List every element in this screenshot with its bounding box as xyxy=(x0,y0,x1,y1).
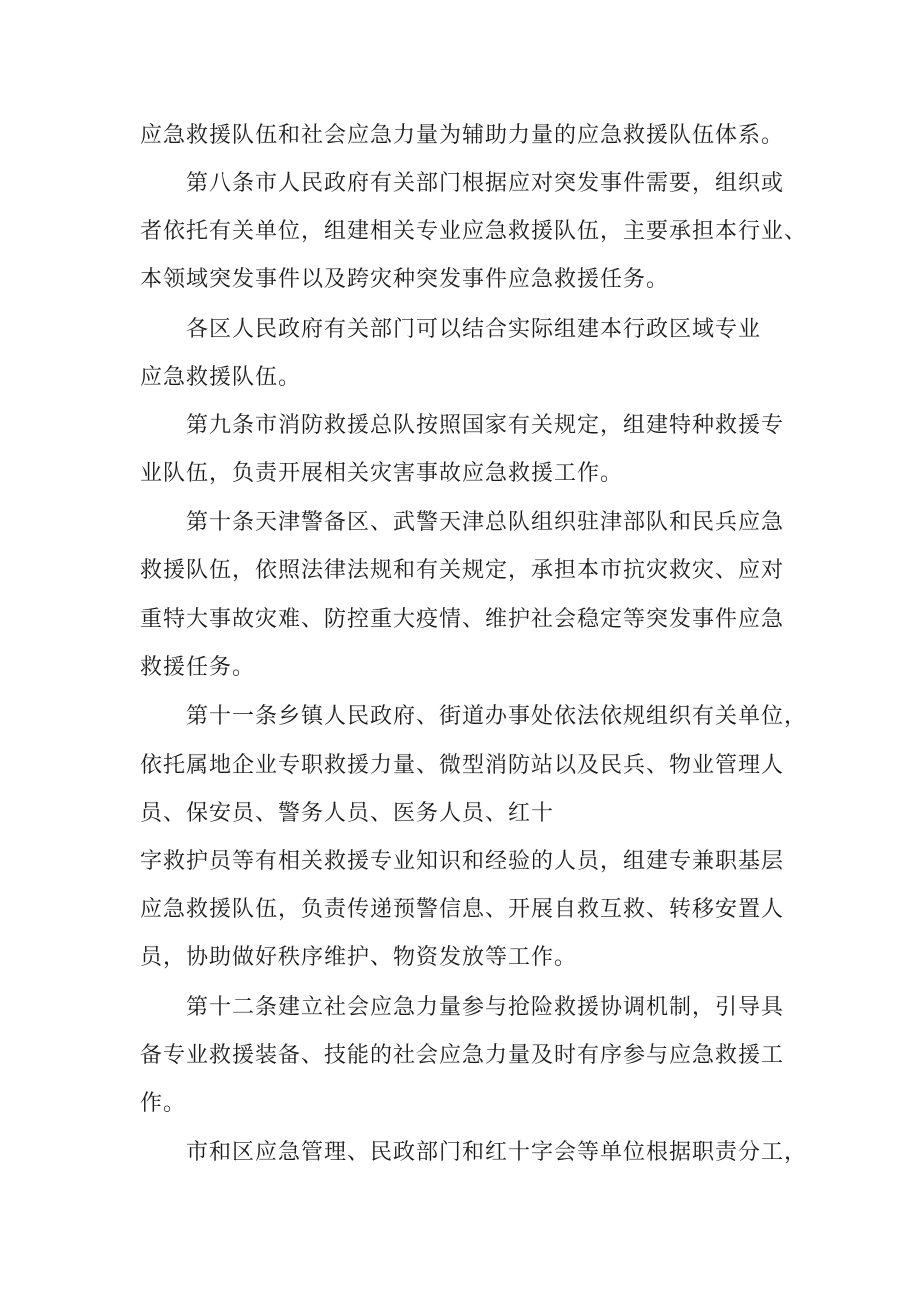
text-line-21: 作。 xyxy=(140,1091,187,1116)
text-line-22: 市和区应急管理、民政部门和红十字会等单位根据职责分工， xyxy=(186,1140,808,1165)
text-line-16: 字救护员等有相关救援专业知识和经验的人员，组建专兼职基层 xyxy=(140,849,785,874)
text-line-2: 第八条市人民政府有关部门根据应对突发事件需要，组织或 xyxy=(186,171,785,196)
text-line-1: 应急救援队伍和社会应急力量为辅助力量的应急救援队伍体系。 xyxy=(140,123,785,148)
text-line-17: 应急救援队伍，负责传递预警信息、开展自救互救、转移安置人 xyxy=(140,897,785,922)
text-line-7: 第九条市消防救援总队按照国家有关规定，组建特种救援专 xyxy=(186,413,785,438)
text-line-20: 备专业救援装备、技能的社会应急力量及时有序参与应急救援工 xyxy=(140,1043,785,1068)
text-line-13: 第十一条乡镇人民政府、街道办事处依法依规组织有关单位， xyxy=(186,704,808,729)
text-line-19: 第十二条建立社会应急力量参与抢险救援协调机制，引导具 xyxy=(186,995,785,1020)
text-line-4: 本领域突发事件以及跨灾种突发事件应急救援任务。 xyxy=(140,267,670,292)
text-line-14: 依托属地企业专职救援力量、微型消防站以及民兵、物业管理人 xyxy=(140,753,785,778)
text-line-9: 第十条天津警备区、武警天津总队组织驻津部队和民兵应急 xyxy=(186,510,785,535)
text-line-5: 各区人民政府有关部门可以结合实际组建本行政区域专业 xyxy=(186,317,762,342)
text-line-3: 者依托有关单位，组建相关专业应急救援队伍，主要承担本行业、 xyxy=(140,219,808,244)
text-line-11: 重特大事故灾难、防控重大疫情、维护社会稳定等突发事件应急 xyxy=(140,607,785,632)
text-line-6: 应急救援队伍。 xyxy=(140,365,302,390)
text-line-12: 救援任务。 xyxy=(140,655,256,680)
text-line-18: 员，协助做好秩序维护、物资发放等工作。 xyxy=(140,945,578,970)
text-line-15: 员、保安员、警务人员、医务人员、红十 xyxy=(140,801,555,826)
text-line-8: 业队伍，负责开展相关灾害事故应急救援工作。 xyxy=(140,461,624,486)
text-line-10: 救援队伍，依照法律法规和有关规定，承担本市抗灾救灾、应对 xyxy=(140,558,785,583)
